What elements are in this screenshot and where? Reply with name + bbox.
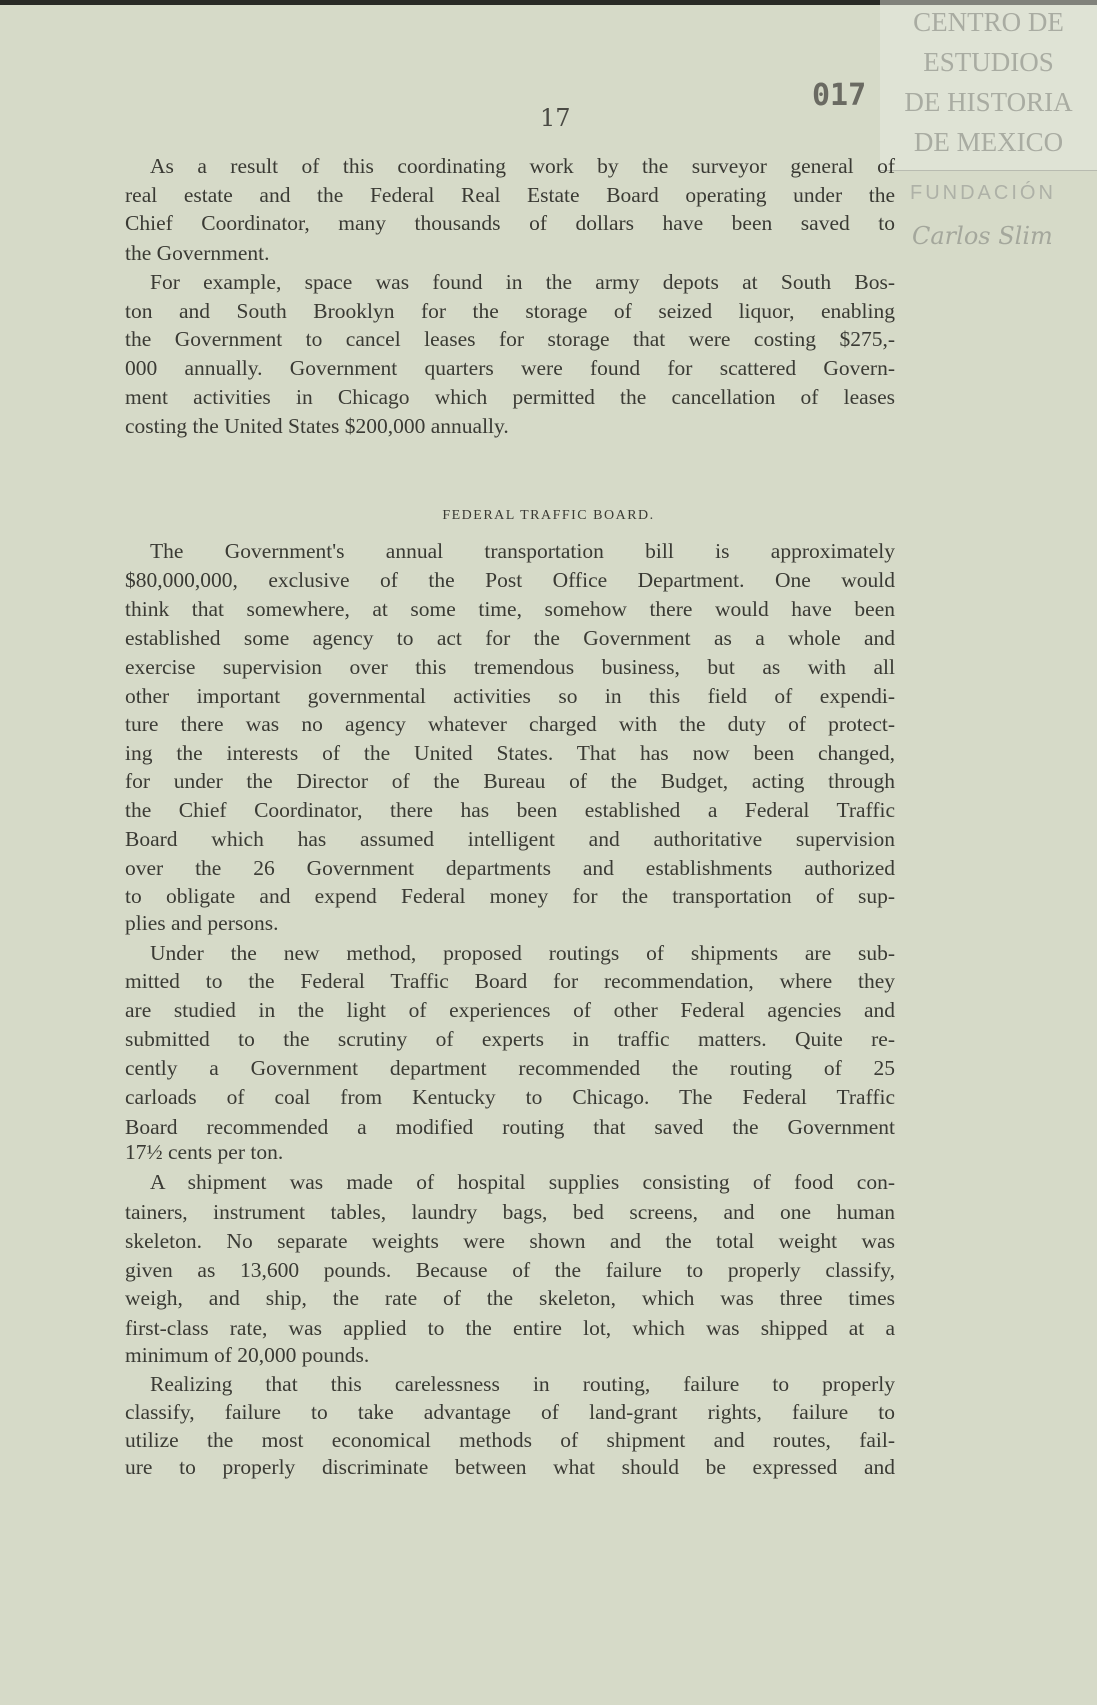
text-line: plies and persons.: [125, 911, 279, 935]
watermark-line: DE HISTORIA: [904, 87, 1073, 117]
text-line: weigh, and ship, the rate of the skeleton, which was three times: [125, 1286, 895, 1310]
text-line: 000 annually. Government quarters were found for scattered Govern-: [125, 356, 895, 380]
text-line: the Government.: [125, 241, 270, 265]
text-line: given as 13,600 pounds. Because of the failure to properly classify,: [125, 1258, 895, 1282]
text-line: costing the United States $200,000 annually.: [125, 414, 509, 438]
page-number: 17: [540, 104, 571, 132]
text-line: ton and South Brooklyn for the storage of seized liquor, enabling: [125, 299, 895, 323]
text-line: classify, failure to take advantage of land-grant rights, failure to: [125, 1400, 895, 1424]
text-line: Board which has assumed intelligent and authoritative supervision: [125, 827, 895, 851]
watermark-signature: Carlos Slim: [912, 222, 1053, 250]
text-line: established some agency to act for the Government as a whole and: [125, 626, 895, 650]
text-line: Chief Coordinator, many thousands of dollars have been saved to: [125, 211, 895, 235]
text-line: Under the new method, proposed routings of shipments are sub-: [150, 941, 895, 965]
watermark-line: DE MEXICO: [913, 127, 1064, 157]
text-line: cently a Government department recommended the routing of 25: [125, 1056, 895, 1080]
watermark-line: ESTUDIOS: [923, 47, 1054, 77]
text-line: other important governmental activities so in this field of expendi-: [125, 684, 895, 708]
text-line: $80,000,000, exclusive of the Post Office Department. One would: [125, 568, 895, 592]
text-line: carloads of coal from Kentucky to Chicago. The Federal Traffic: [125, 1085, 895, 1109]
section-heading: FEDERAL TRAFFIC BOARD.: [442, 508, 655, 523]
text-line: mitted to the Federal Traffic Board for recommendation, where they: [125, 969, 895, 993]
text-line: utilize the most economical methods of shipment and routes, fail-: [125, 1428, 895, 1452]
text-line: A shipment was made of hospital supplies consisting of food con-: [150, 1170, 895, 1194]
text-line: first-class rate, was applied to the entire lot, which was shipped at a: [125, 1316, 895, 1340]
text-line: ment activities in Chicago which permitted the cancellation of leases: [125, 385, 895, 409]
text-line: minimum of 20,000 pounds.: [125, 1343, 370, 1367]
text-line: ure to properly discriminate between what should be expressed and: [125, 1455, 895, 1479]
text-line: tainers, instrument tables, laundry bags, bed screens, and one human: [125, 1200, 895, 1224]
text-line: ing the interests of the United States. That has now been changed,: [125, 741, 895, 765]
text-line: the Chief Coordinator, there has been established a Federal Traffic: [125, 798, 895, 822]
text-line: the Government to cancel leases for storage that were costing $275,-: [125, 327, 895, 351]
text-line: submitted to the scrutiny of experts in traffic matters. Quite re-: [125, 1027, 895, 1051]
text-line: exercise supervision over this tremendous business, but as with all: [125, 655, 895, 679]
text-line: Realizing that this carelessness in routing, failure to properly: [150, 1372, 895, 1396]
text-line: skeleton. No separate weights were shown and the total weight was: [125, 1229, 895, 1253]
text-line: As a result of this coordinating work by the surveyor general of: [150, 154, 895, 178]
text-line: real estate and the Federal Real Estate Board operating under the: [125, 183, 895, 207]
text-line: 17½ cents per ton.: [125, 1140, 284, 1164]
text-line: For example, space was found in the army depots at South Bos-: [150, 270, 895, 294]
text-line: think that somewhere, at some time, somehow there would have been: [125, 597, 895, 621]
watermark-logo: [880, 0, 1097, 171]
text-line: for under the Director of the Bureau of the Budget, acting through: [125, 769, 895, 793]
watermark-line: CENTRO DE: [913, 7, 1064, 37]
text-line: Board recommended a modified routing that saved the Government: [125, 1115, 895, 1139]
text-line: are studied in the light of experiences of other Federal agencies and: [125, 998, 895, 1022]
text-line: over the 26 Government departments and establishments authorized: [125, 856, 895, 880]
text-line: to obligate and expend Federal money for the transportation of sup-: [125, 884, 895, 908]
stamp-number: 017: [812, 78, 867, 113]
watermark-foundation: FUNDACIÓN: [910, 182, 1056, 204]
text-line: ture there was no agency whatever charged with the duty of protect-: [125, 712, 895, 736]
text-line: The Government's annual transportation bill is approximately: [150, 539, 895, 563]
